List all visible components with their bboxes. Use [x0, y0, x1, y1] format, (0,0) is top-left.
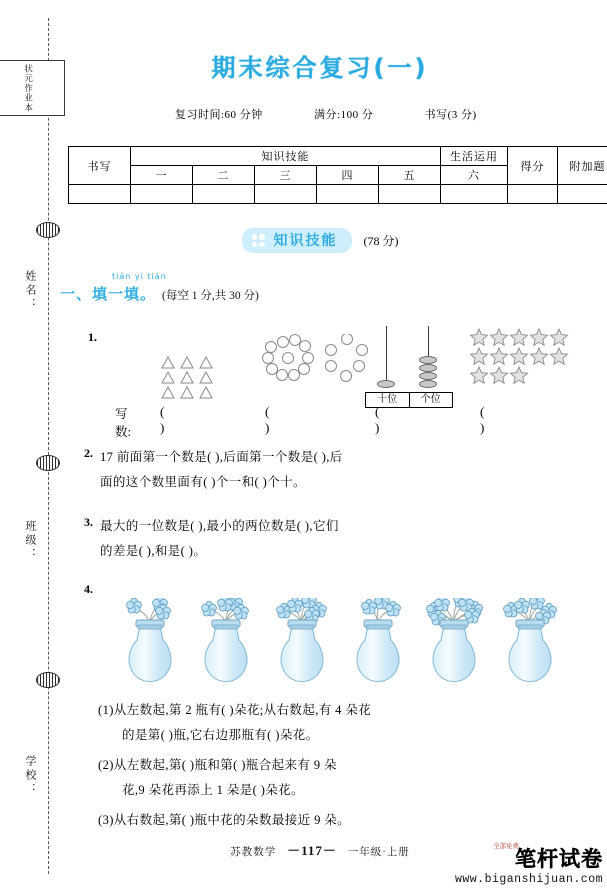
review-time: 复习时间:60 分钟 — [175, 109, 263, 121]
abacus-bead-ones-4 — [419, 380, 437, 388]
triangles-icon — [160, 354, 222, 402]
footer-publisher: 苏教数学 — [230, 847, 277, 858]
score-col-bonus: 附加题 — [558, 147, 607, 185]
abacus-ones-label: 个位 — [420, 394, 441, 405]
score-table-row-group — [69, 147, 607, 166]
question-heading-pinyin: tián yi tián — [112, 272, 167, 281]
score-blank-writing[interactable] — [69, 185, 131, 204]
watermark-tag: 全部免费 — [493, 843, 519, 850]
score-col-4: 四 — [317, 166, 379, 185]
score-col-writing: 书写 — [69, 147, 131, 185]
abacus-bead-ones-2 — [419, 364, 437, 372]
q4-sub2-line2[interactable]: 花,9 朵花再添上 1 朵是( )朵花。 — [122, 783, 304, 797]
score-col-total: 得分 — [508, 147, 558, 185]
q1-figures — [60, 326, 580, 406]
field-school-label: 学校： — [24, 755, 36, 797]
q2-line-2[interactable]: 面的这个数里面有( )个一和( )个十。 — [100, 475, 306, 489]
full-score: 满分:100 分 — [314, 109, 374, 121]
q2-number: 2. — [84, 446, 93, 460]
score-group-knowledge: 知识技能 — [131, 147, 441, 166]
score-blank-total[interactable] — [508, 185, 558, 204]
score-blank-bonus[interactable] — [558, 185, 607, 204]
q1-blank-2[interactable]: ( ) — [265, 404, 270, 435]
binding-margin — [0, 0, 60, 892]
workbook-stamp — [0, 60, 65, 116]
watermark-brand: 笔杆试卷 — [515, 847, 603, 871]
section-header — [60, 228, 580, 253]
q1-blank-4[interactable]: ( ) — [480, 404, 485, 435]
writing-score: 书写(3 分) — [424, 109, 477, 121]
abacus-bead-tens-1 — [377, 380, 395, 388]
q4-sub1-line1[interactable]: (1)从左数起,第 2 瓶有( )朵花;从右数起,有 4 朵花 — [98, 703, 372, 717]
q3-line-2[interactable]: 的差是( ),和是( )。 — [100, 544, 207, 558]
score-table — [68, 146, 607, 204]
footer-grade: 一年级·上册 — [347, 847, 410, 858]
flower-vases-icon — [120, 598, 580, 690]
exam-meta — [60, 106, 588, 122]
section-badge-label: 知识技能 — [273, 233, 338, 249]
abacus-rod-tens — [386, 326, 387, 388]
page-title: 期末综合复习(一) — [211, 54, 429, 82]
question-heading-points: (每空 1 分,共 30 分) — [162, 290, 259, 302]
perforation-line — [48, 18, 49, 874]
stars-icon — [470, 328, 582, 386]
vase-group — [120, 598, 580, 690]
score-group-life: 生活运用 — [441, 147, 508, 166]
q1-blank-3[interactable]: ( ) — [375, 404, 380, 435]
score-blank-2[interactable] — [193, 185, 255, 204]
score-blank-4[interactable] — [317, 185, 379, 204]
field-class-label: 班级： — [24, 520, 36, 562]
binding-hole-2 — [36, 455, 60, 471]
watermark — [455, 843, 603, 886]
circles-icon — [255, 334, 375, 396]
footer-page-number: －117－ — [287, 843, 337, 858]
clover-icon — [252, 234, 265, 247]
q1-number: 1. — [88, 330, 97, 344]
question-heading-line — [60, 283, 259, 304]
section-badge — [242, 228, 352, 253]
abacus-bead-ones-3 — [419, 372, 437, 380]
score-blank-1[interactable] — [131, 185, 193, 204]
score-blank-3[interactable] — [255, 185, 317, 204]
q3-line-1[interactable]: 最大的一位数是( ),最小的两位数是( ),它们 — [100, 519, 339, 533]
q1-write-label: 写数: — [115, 407, 131, 439]
q2-line-1[interactable]: 17 前面第一个数是( ),后面第一个数是( ),后 — [100, 450, 343, 464]
abacus-figure — [365, 326, 457, 408]
q1-blank-1[interactable]: ( ) — [160, 404, 165, 435]
binding-hole-3 — [36, 672, 60, 688]
score-col-2: 二 — [193, 166, 255, 185]
q4-sub3-line[interactable]: (3)从右数起,第( )瓶中花的朵数最接近 9 朵。 — [98, 813, 351, 827]
score-col-5: 五 — [379, 166, 441, 185]
watermark-url: www.biganshijuan.com — [454, 873, 603, 886]
score-col-6: 六 — [441, 166, 508, 185]
star-group — [470, 328, 580, 391]
score-blank-6[interactable] — [441, 185, 508, 204]
score-table-row-blank — [69, 185, 607, 204]
abacus-bead-ones-1 — [419, 356, 437, 364]
q4-sub2-line1[interactable]: (2)从左数起,第( )瓶和第( )瓶合起来有 9 朵 — [98, 758, 337, 772]
workbook-stamp-label: 状元作业本 — [23, 63, 34, 113]
question-heading-label: 一、填一填。 — [60, 285, 157, 303]
q3-number: 3. — [84, 515, 93, 529]
section-points: (78 分) — [363, 234, 399, 248]
score-col-1: 一 — [131, 166, 193, 185]
triangle-group — [160, 354, 222, 407]
worksheet-page — [60, 0, 607, 892]
circle-groups — [255, 334, 375, 401]
score-col-3: 三 — [255, 166, 317, 185]
binding-hole-1 — [36, 222, 60, 238]
score-blank-5[interactable] — [379, 185, 441, 204]
field-name-label: 姓名： — [24, 270, 36, 312]
q4-sub1-line2[interactable]: 的是第( )瓶,它右边那瓶有( )朵花。 — [122, 728, 319, 742]
q4-number: 4. — [84, 582, 93, 596]
abacus-tens-label: 十位 — [366, 393, 410, 407]
